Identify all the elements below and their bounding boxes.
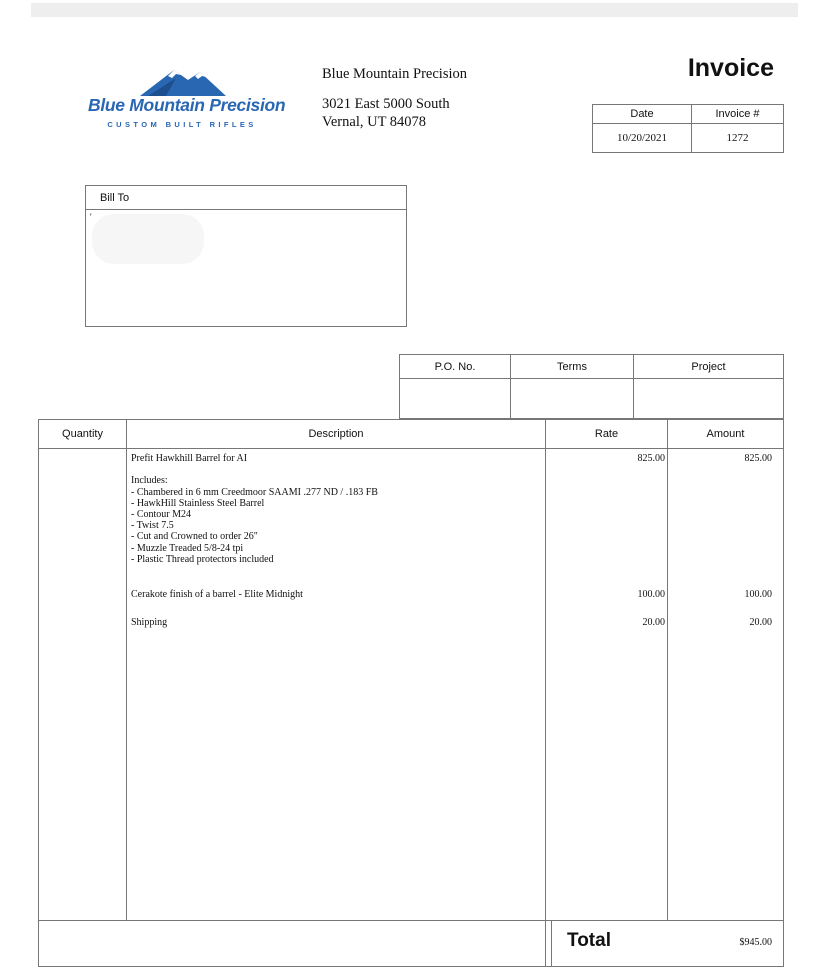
terms-value [511,379,634,419]
item-description: Cerakote finish of a barrel - Elite Midnight [131,589,303,600]
invoice-number-header: Invoice # [692,105,784,124]
invoice-date: 10/20/2021 [593,124,692,153]
item-amount: 20.00 [749,617,772,628]
total-divider [551,920,552,966]
column-divider [667,420,668,920]
rate-header: Rate [594,428,619,440]
column-divider [545,420,546,920]
total-value: $945.00 [739,937,772,948]
company-address-line2: Vernal, UT 84078 [322,114,427,130]
company-logo [88,64,286,134]
terms-header: Terms [511,355,634,379]
top-bar [31,3,798,17]
project-value [634,379,784,419]
po-number-header: P.O. No. [400,355,511,379]
invoice-meta-table [592,104,784,153]
po-number-value [400,379,511,419]
bill-to-label: Bill To [86,186,406,210]
item-amount: 825.00 [744,453,772,464]
company-name: Blue Mountain Precision [322,66,467,82]
item-rate: 20.00 [642,617,665,628]
line-items-table [38,419,784,967]
invoice-number: 1272 [692,124,784,153]
po-terms-project-table [399,354,784,419]
column-divider [126,420,127,920]
quantity-header: Quantity [62,428,103,440]
logo-title: Blue Mountain Precision [88,95,286,115]
total-divider [545,920,546,966]
bill-to-address [86,210,406,326]
invoice-title: Invoice [687,54,774,82]
item-rate: 825.00 [637,453,665,464]
item-description: Shipping [131,617,168,628]
amount-header: Amount [706,428,745,440]
footer-divider [39,920,783,921]
description-header: Description [308,428,364,440]
logo-subtitle: CUSTOM BUILT RIFLES [107,120,257,129]
header-divider [39,448,783,449]
project-header: Project [634,355,784,379]
item-description: Prefit Hawkhill Barrel for AI Includes: - Chambered in 6 mm Creedmoor SAAMI .277 ND / .183 FB - HawkHill Stainless Steel Barrel - Contour M24 - Twist 7.5 - Cut and Crowned to order 26" - Muzzle Treaded 5/8-24 tpi - Plastic Thread protectors included [131,453,378,565]
item-amount: 100.00 [744,589,772,600]
total-label: Total [567,930,611,951]
bill-to-box [85,185,407,327]
bill-to-mark: ' [90,212,92,222]
redacted-address [92,214,204,264]
company-address-line1: 3021 East 5000 South [322,96,450,112]
date-header: Date [593,105,692,124]
item-rate: 100.00 [637,589,665,600]
